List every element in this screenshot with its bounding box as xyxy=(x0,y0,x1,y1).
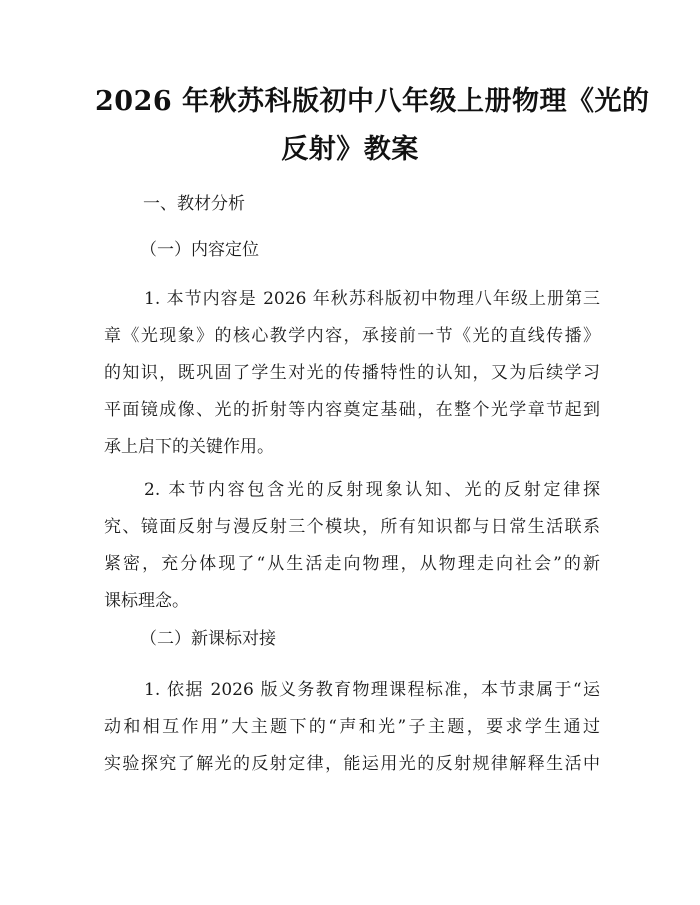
paragraph-2-line: 课标理念。 xyxy=(104,591,189,611)
paragraph-1-line: 平面镜成像、光的折射等内容奠定基础，在整个光学章节起到 xyxy=(104,400,600,420)
paragraph-2-line: 紧密，充分体现了“从生活走向物理，从物理走向社会”的新 xyxy=(104,554,600,574)
paragraph-2-line: 2. 本节内容包含光的反射现象认知、光的反射定律探 xyxy=(144,480,600,500)
paragraph-3-line: 动和相互作用”大主题下的“声和光”子主题，要求学生通过 xyxy=(104,717,600,737)
subsection-heading-content-positioning: （一）内容定位 xyxy=(140,240,259,260)
paragraph-1-line: 的知识，既巩固了学生对光的传播特性的认知，又为后续学习 xyxy=(104,363,600,383)
document-title-line-2: 反射》教案 xyxy=(281,134,419,165)
document-title-line-1: 2026 年秋苏科版初中八年级上册物理《光的 xyxy=(95,86,650,117)
paragraph-3-line: 实验探究了解光的反射定律，能运用光的反射规律解释生活中 xyxy=(104,754,600,774)
section-heading-teaching-material-analysis: 一、教材分析 xyxy=(143,194,245,214)
paragraph-2-line: 究、镜面反射与漫反射三个模块，所有知识都与日常生活联系 xyxy=(104,517,600,537)
subsection-heading-new-curriculum-alignment: （二）新课标对接 xyxy=(140,629,276,649)
paragraph-1-line: 承上启下的关键作用。 xyxy=(104,437,274,457)
paragraph-3-line: 1. 依据 2026 版义务教育物理课程标准，本节隶属于“运 xyxy=(144,680,600,700)
paragraph-1-line: 1. 本节内容是 2026 年秋苏科版初中物理八年级上册第三 xyxy=(144,289,600,309)
paragraph-1-line: 章《光现象》的核心教学内容，承接前一节《光的直线传播》 xyxy=(104,326,600,346)
